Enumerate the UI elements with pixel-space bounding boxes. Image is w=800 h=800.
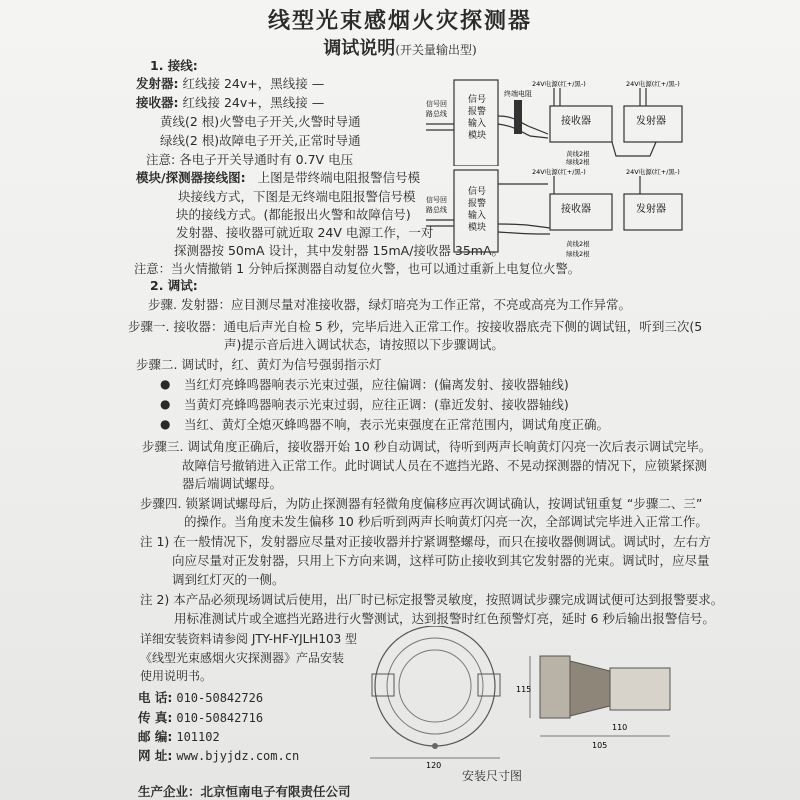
step4-line2: 的操作。当角度未发生偏移 10 秒后听到两声长响黄灯闪亮一次，全部调试完毕进入正常工作。 [184,514,708,529]
receiver-wiring [136,95,324,111]
bullet2-text: 当黄灯亮蜂鸣器响表示光束过弱，应往正调：(靠近发射、接收器轴线) [184,397,569,412]
fire-reset-note: 注意：当火情撤销 1 分钟后探测器自动复位火警，也可以通过重新上电复位火警。 [134,262,581,276]
dim-105: 105 [592,741,608,750]
fax-row [138,710,263,726]
web-label: 网 址: [138,748,173,763]
step-prep: 步骤. 发射器：应目测尽量对准接收器，绿灯暗亮为工作正常，不亮或高亮为工作异常。 [148,297,631,312]
module-text-3b: 输入 [468,211,487,221]
note1-line2: 向应尽量对正发射器，只用上下方向来调，这样可防止接收到其它发射器的光束。调试时，应尽量 [172,553,710,568]
web-value: www.bjyjdz.com.cn [176,749,300,763]
bullet3-text: 当红、黄灯全熄灭蜂鸣器不响，表示光束强度在正常范围内，调试角度正确。 [184,417,610,432]
module-text-4: 模块 [468,131,487,141]
voltage-note-text: 各电子开关导通时有 0.7V 电压 [179,152,354,167]
loop-bus-label: 路总线 [426,110,447,118]
manual-ref-line2: 《线型光束感烟火灾探测器》产品安装 [140,651,345,665]
note1-line3: 调到红灯灭的一侧。 [172,572,285,587]
receiver-label-diagram-2: 接收器 [561,204,591,215]
section1-heading: 1. 接线: [150,58,198,73]
note2-line1: 注 2) 本产品必须现场调试后使用，出厂时已标定报警灵敏度，按照调试步骤完成调试便可达到报警要求。 [140,592,724,607]
manual-ref-line3: 使用说明书。 [140,669,213,683]
receiver-label-diagram: 接收器 [561,116,591,127]
signal-loop-label: 信号回 [426,100,447,108]
subtitle-main: 调试说明 [323,38,396,59]
receiver-label: 接收器: [136,95,179,110]
dim-110: 110 [612,723,628,732]
power-line1: 发射器、接收器可就近取 24V 电源工作，一对 [176,225,434,240]
tel-label: 电 话: [138,690,173,705]
document-subtitle [0,34,800,60]
power-tx-label: 24V电源(红+/黑-) [626,80,680,88]
bullet-icon-1: ● [160,377,171,391]
installation-drawing [360,626,690,786]
module-label: 模块/探测器接线图: [136,170,246,185]
module-wiring-line2: 块接线方式，下图是无终端电阻报警信号模 [178,189,416,204]
voltage-note [146,152,353,168]
module-text-3: 输入 [468,119,487,129]
dim-120: 120 [426,761,442,770]
bullet-icon-2: ● [160,397,171,411]
power-line2: 探测器按 50mA 设计，其中发射器 15mA/接收器 35mA。 [174,243,505,258]
green-2-label: 绿线2根 [566,158,590,166]
fax-label: 传 真: [138,710,173,725]
bullet-icon-3: ● [160,417,171,431]
web-row [138,748,299,764]
manual-ref-line1: 详细安装资料请参阅 JTY-HF-YJLH103 型 [140,632,358,646]
step3-line3: 器后端调试螺母。 [182,476,283,491]
module-text1: 上图是带终端电阻报警信号模 [257,170,421,185]
emitter-label-diagram: 发射器 [636,116,666,127]
manufacturer: 生产企业：北京恒南电子有限责任公司 [138,784,351,799]
side-view-drawing [516,656,670,750]
module-text-1: 信号 [468,95,487,105]
voltage-note-label: 注意: [146,152,176,167]
power-tx-label-2: 24V电源(红+/黑-) [626,168,680,176]
document-title: 线型光束感烟火灾探测器 [267,8,532,34]
step1-line2: 声)提示音后进入调试状态，请按照以下步骤调试。 [224,337,504,352]
green-2-label-b: 绿线2根 [566,250,590,258]
emitter-wiring [136,76,324,92]
yellow-2-label-b: 黄线2根 [566,240,590,248]
module-text-2b: 报警 [468,199,487,209]
bullet1-text: 当红灯亮蜂鸣器响表示光束过强，应往偏调：(偏离发射、接收器轴线) [184,377,569,392]
note1-line1: 注 1) 在一般情况下，发射器应尽量对正接收器并拧紧调整螺母，而只在接收器侧调试。调试时，左右方 [140,534,711,549]
emitter-label-diagram-2: 发射器 [636,204,666,215]
yellow-wire-note: 黄线(2 根)火警电子开关,火警时导通 [160,114,361,129]
signal-loop-label-2: 信号回 [426,196,447,204]
power-rx-label: 24V电源(红+/黑-) [532,80,586,88]
step2-line: 步骤二. 调试时，红、黄灯为信号强弱指示灯 [136,357,382,372]
module-text-1b: 信号 [468,187,487,197]
wiring-diagram-with-resistor [418,66,688,166]
end-resistor-label: 终端电阻 [504,90,532,98]
emitter-label: 发射器: [136,76,179,91]
power-rx-label-2: 24V电源(红+/黑-) [532,168,586,176]
tel-row [138,690,263,706]
module-text-4b: 模块 [468,223,487,233]
module-text-2: 报警 [468,107,487,117]
module-wiring-line1 [136,170,420,186]
note2-line2: 用标准测试片或全遮挡光路进行火警测试，达到报警时红色预警灯亮，延时 6 秒后输出报警信号。 [174,611,715,626]
loop-bus-label-2: 路总线 [426,206,447,214]
emitter-text: 红线接 24v+，黑线接 — [182,76,325,91]
dim-115: 115 [516,685,532,694]
wiring-diagram-without-resistor [418,164,688,264]
zip-label: 邮 编: [138,729,173,744]
step4-line1: 步骤四. 锁紧调试螺母后，为防止探测器有轻微角度偏移应再次调试确认，按调试钮重复 “步骤二、三” [140,496,703,511]
base-plate-drawing [370,626,500,770]
step1-line1: 步骤一. 接收器：通电后声光自检 5 秒，完毕后进入正常工作。按接收器底壳下侧的调试钮，听到三次(5 [128,319,703,334]
step3-line1: 步骤三. 调试角度正确后，接收器开始 10 秒自动调试，待听到两声长响黄灯闪亮一次后表示调试完毕。 [142,439,712,454]
zip-row [138,729,220,745]
section2-heading: 2. 调试: [150,278,198,293]
subtitle-note: (开关量输出型) [395,43,477,57]
receiver-text: 红线接 24v+，黑线接 — [182,95,325,110]
install-caption: 安装尺寸图 [462,769,523,783]
green-wire-note: 绿线(2 根)故障电子开关,正常时导通 [160,133,361,148]
yellow-2-label: 黄线2根 [566,150,590,158]
zip-value: 101102 [176,730,220,744]
tel-value: 010-50842726 [176,691,264,705]
fax-value: 010-50842716 [176,711,264,725]
module-wiring-line3: 块的接线方式。(都能报出火警和故障信号) [176,207,411,222]
step3-line2: 故障信号撤销进入正常工作。此时调试人员在不遮挡光路、不晃动探测器的情况下，应锁紧探测 [182,458,708,473]
